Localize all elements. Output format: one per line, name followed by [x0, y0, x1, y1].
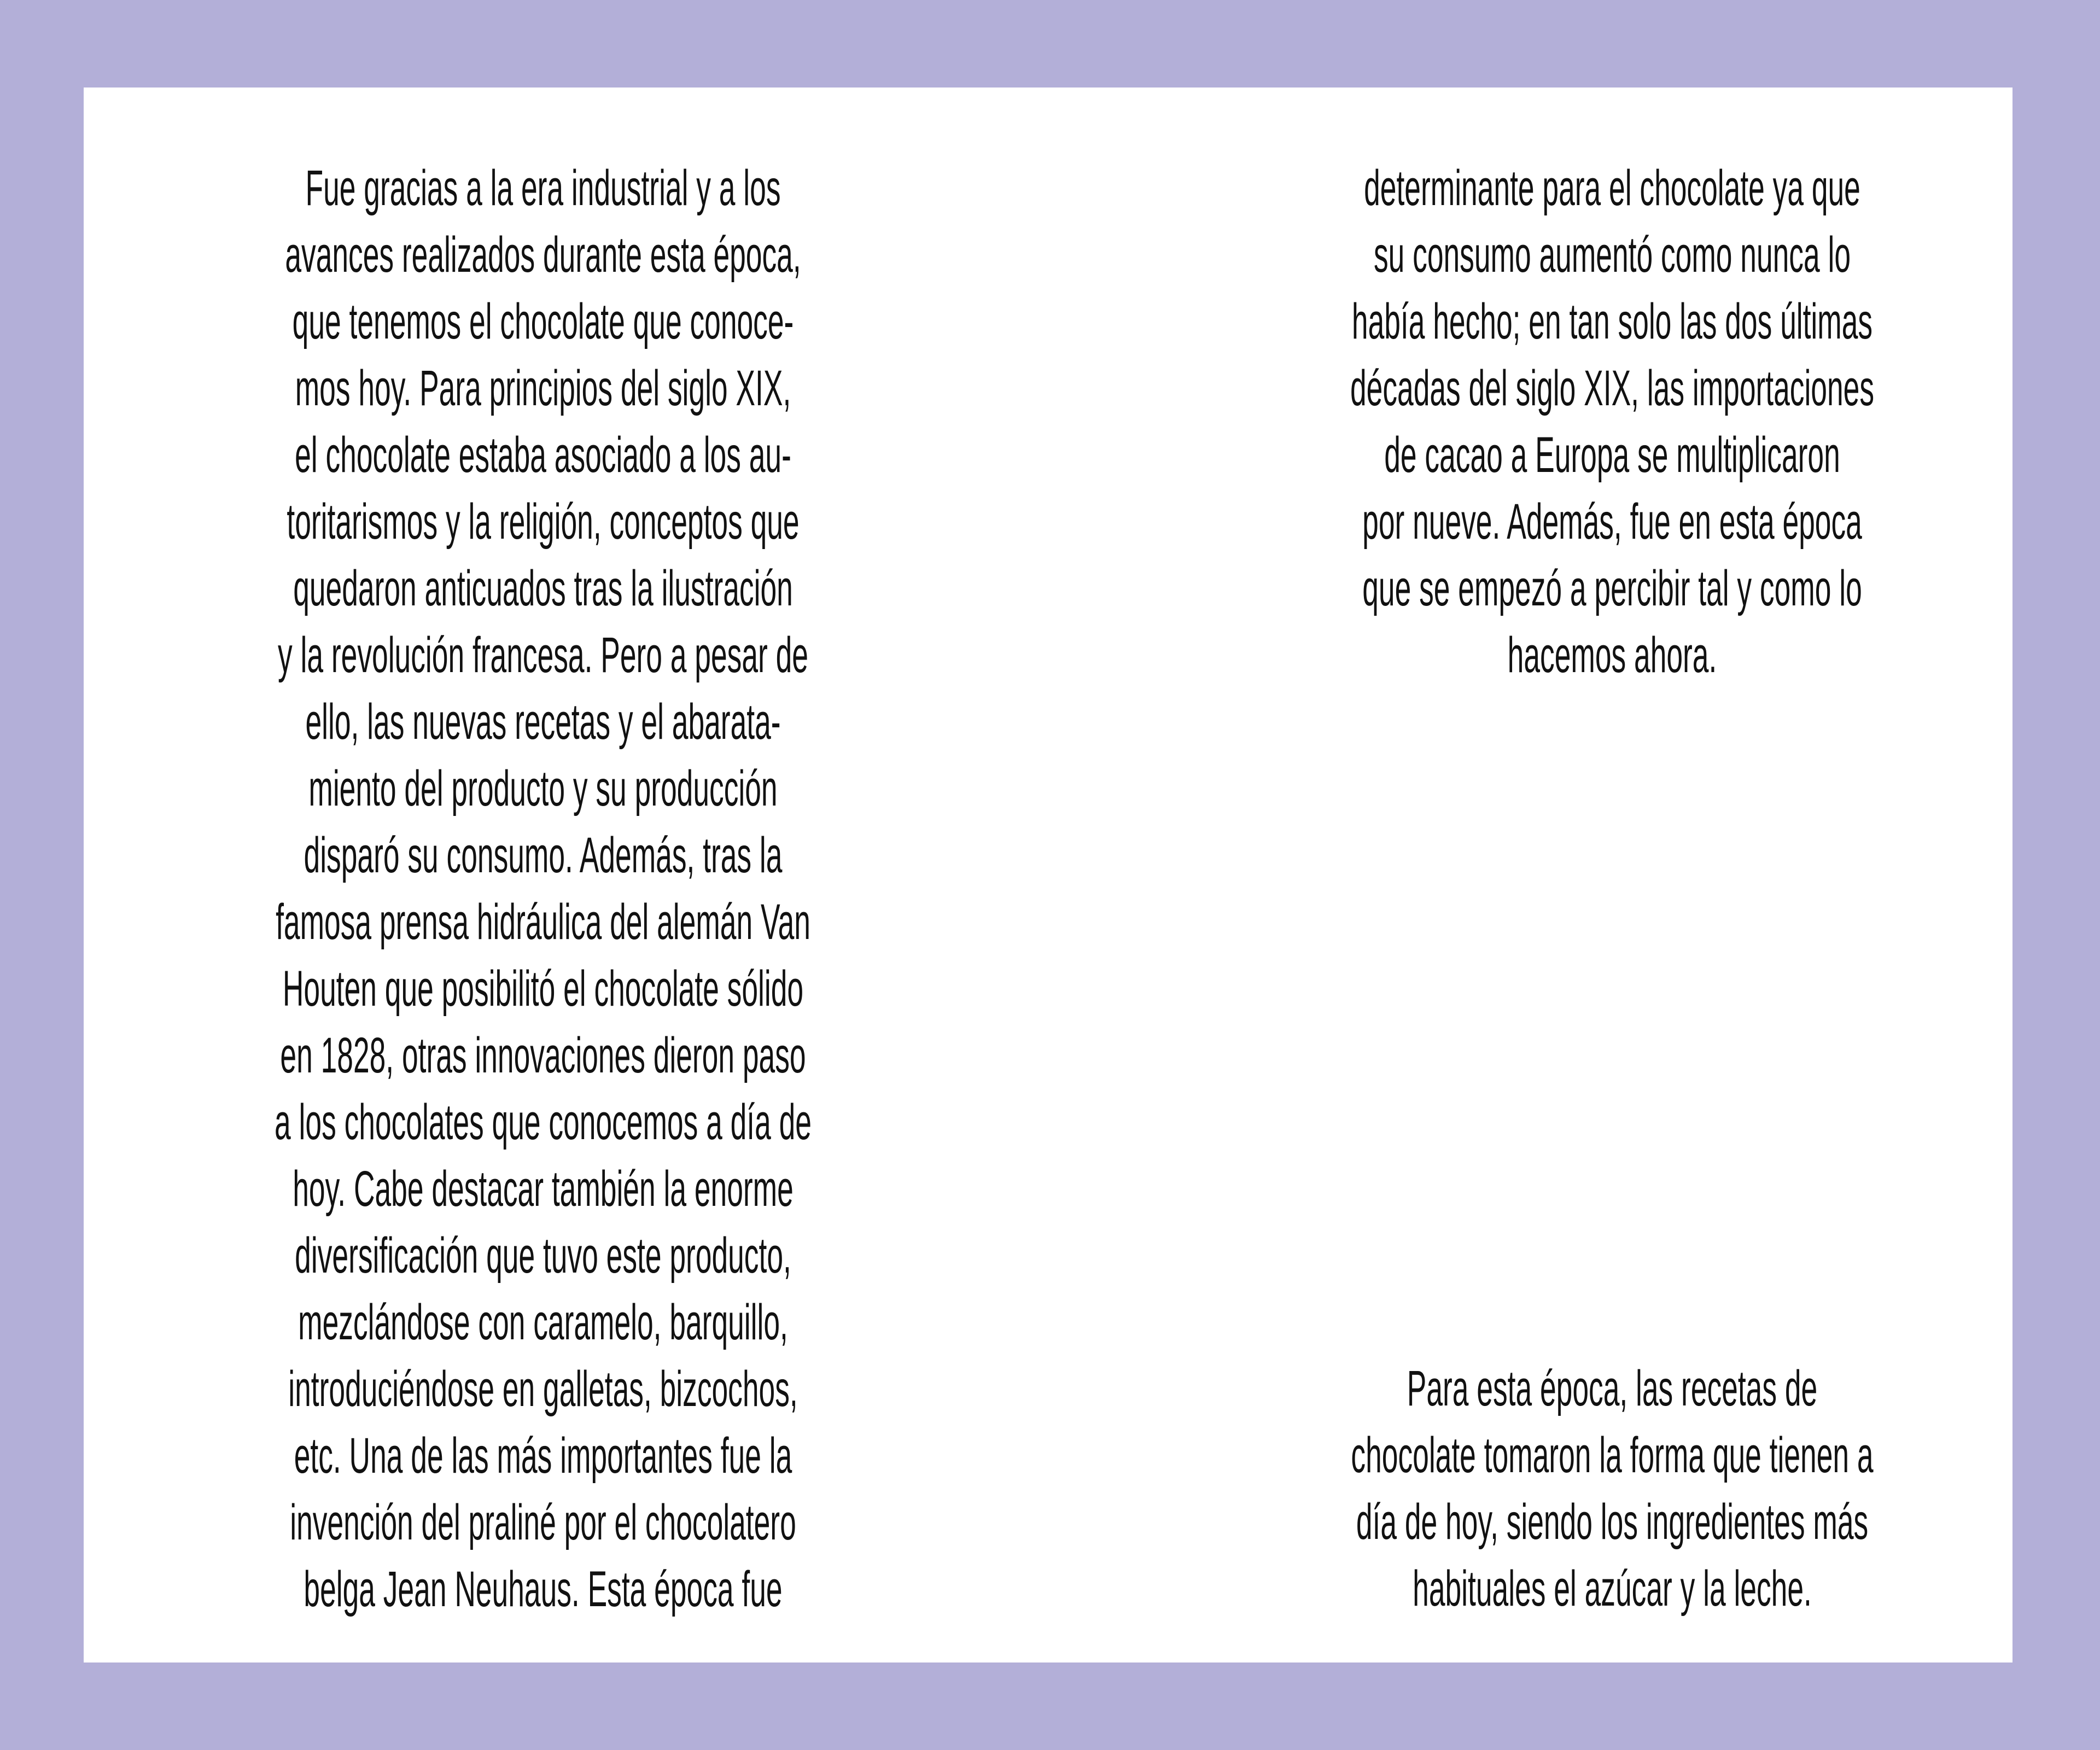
text-line: diversificación que tuvo este producto, — [295, 1228, 791, 1284]
text-line: habituales el azúcar y la leche. — [1413, 1561, 1812, 1617]
text-line: toritarismos y la religión, conceptos que — [287, 494, 800, 550]
text-line: Para esta época, las recetas de — [1407, 1361, 1818, 1416]
text-line: etc. Una de las más importantes fue la — [294, 1428, 792, 1484]
text-line: miento del producto y su producción — [308, 761, 778, 816]
text-line: su consumo aumentó como nunca lo — [1373, 227, 1851, 283]
text-line: avances realizados durante esta época, — [285, 227, 801, 283]
right-column-top-paragraph — [1302, 155, 1923, 689]
text-line: Houten que posibilitó el chocolate sólido — [282, 961, 804, 1017]
text-line: chocolate tomaron la forma que tienen a — [1351, 1427, 1874, 1483]
text-line: décadas del siglo XIX, las importaciones — [1350, 360, 1875, 416]
text-line: belga Jean Neuhaus. Esta época fue — [304, 1561, 783, 1617]
text-line: el chocolate estaba asociado a los au- — [295, 427, 791, 483]
left-column-paragraph — [232, 155, 854, 1623]
text-line: introduciéndose en galletas, bizcochos, — [288, 1361, 798, 1417]
text-line: mos hoy. Para principios del siglo XIX, — [295, 360, 791, 416]
text-line: Fue gracias a la era industrial y a los — [305, 160, 781, 216]
text-line: hoy. Cabe destacar también la enorme — [293, 1161, 794, 1217]
text-line: ello, las nuevas recetas y el abarata- — [305, 694, 781, 750]
page-sheet — [84, 88, 2012, 1662]
text-line: quedaron anticuados tras la ilustración — [293, 561, 793, 616]
text-line: que tenemos el chocolate que conoce- — [292, 294, 794, 349]
right-column-bottom-paragraph — [1302, 1355, 1923, 1622]
text-line: había hecho; en tan solo las dos últimas — [1351, 294, 1873, 349]
text-line: que se empezó a percibir tal y como lo — [1362, 561, 1862, 616]
text-line: y la revolución francesa. Pero a pesar de — [278, 627, 808, 683]
text-line: a los chocolates que conocemos a día de — [275, 1094, 812, 1150]
text-line: famosa prensa hidráulica del alemán Van — [276, 894, 810, 950]
text-line: mezclándose con caramelo, barquillo, — [298, 1294, 788, 1350]
text-line: invención del praliné por el chocolatero — [290, 1495, 796, 1550]
text-line: hacemos ahora. — [1507, 627, 1717, 683]
text-line: disparó su consumo. Además, tras la — [304, 827, 783, 883]
text-line: de cacao a Europa se multiplicaron — [1384, 427, 1840, 483]
text-line: en 1828, otras innovaciones dieron paso — [280, 1028, 806, 1083]
text-line: determinante para el chocolate ya que — [1364, 160, 1860, 216]
text-line: por nueve. Además, fue en esta época — [1362, 494, 1862, 550]
text-line: día de hoy, siendo los ingredientes más — [1356, 1494, 1869, 1550]
